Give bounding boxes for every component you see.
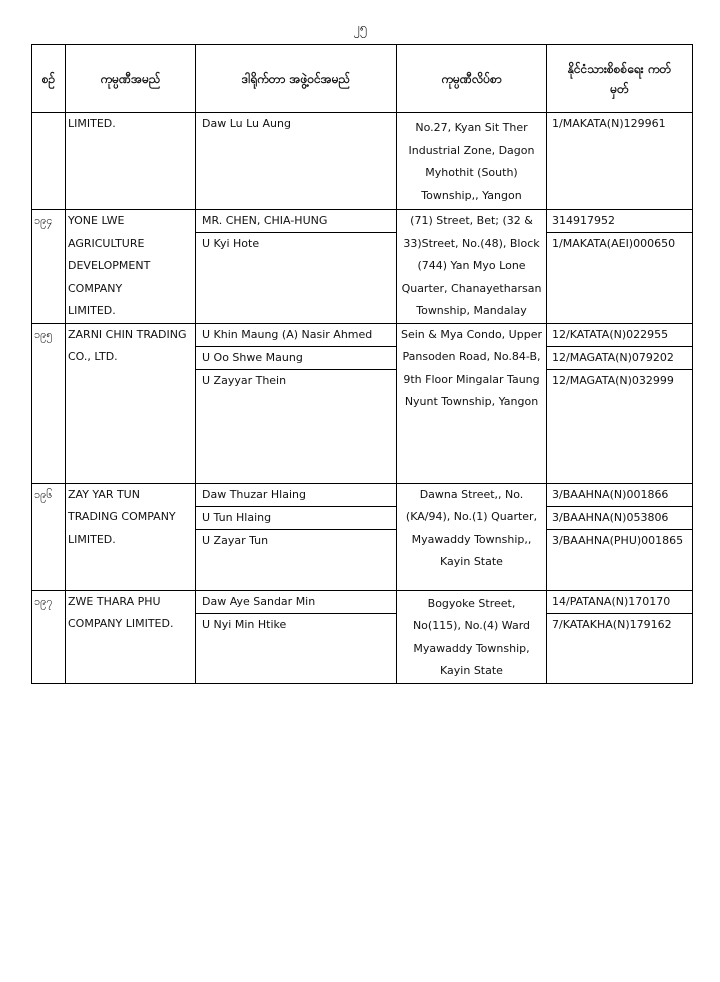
header-company: ကုမ္ပဏီအမည် (66, 45, 196, 113)
nrc-number: 12/MAGATA(N)079202 (547, 347, 692, 370)
directors-cell (196, 590, 397, 683)
page-number: ၂၅ (353, 21, 367, 36)
director-name: U Oo Shwe Maung (196, 347, 396, 370)
director-name: U Nyi Min Htike (202, 617, 287, 631)
nrc-cell (547, 113, 693, 210)
nrc-cell (547, 210, 693, 324)
director-name: U Zayyar Thein (202, 373, 287, 387)
header-row (32, 45, 693, 113)
directors-cell (196, 323, 397, 483)
director-name: U Zayar Tun (202, 533, 269, 547)
company-name: ZAY YAR TUN TRADING COMPANY LIMITED. (66, 483, 196, 590)
nrc-number: 14/PATANA(N)170170 (547, 591, 692, 614)
nrc-number: 7/KATAKHA(N)179162 (552, 617, 672, 631)
header-nrc: နိုင်ငံသားစိစစ်ရေး ကတ်မှတ် (547, 45, 693, 113)
table-row (32, 323, 693, 483)
header-address: ကုမ္ပဏီလိပ်စာ (397, 45, 547, 113)
row-number (32, 113, 66, 210)
company-register-table (31, 44, 693, 684)
nrc-cell (547, 483, 693, 590)
director-name: Daw Aye Sandar Min (196, 591, 396, 614)
nrc-number: 3/BAAHNA(N)001866 (547, 484, 692, 507)
company-name: ZARNI CHIN TRADING CO., LTD. (66, 323, 196, 483)
director-name: Daw Lu Lu Aung (202, 117, 291, 130)
nrc-number: 12/KATATA(N)022955 (547, 324, 692, 347)
table-row (32, 483, 693, 590)
company-address: Sein & Mya Condo, Upper Pansoden Road, No.84-B, 9th Floor Mingalar Taung Nyunt Township, Yangon (397, 323, 547, 483)
row-number: ၁၉၆ (32, 483, 66, 590)
table-row (32, 113, 693, 210)
director-name: Daw Thuzar Hlaing (196, 484, 396, 507)
row-number: ၁၉၄ (32, 210, 66, 324)
director-name: U Kyi Hote (202, 237, 260, 250)
director-name: MR. CHEN, CHIA-HUNG (196, 210, 396, 233)
row-number: ၁၉၇ (32, 590, 66, 683)
header-no: စဉ် (32, 45, 66, 113)
header-directors: ဒါရိုက်တာ အဖွဲ့ဝင်အမည် (196, 45, 397, 113)
directors-cell (196, 210, 397, 324)
table-row (32, 210, 693, 324)
nrc-cell (547, 323, 693, 483)
director-name: U Khin Maung (A) Nasir Ahmed (196, 324, 396, 347)
company-name: ZWE THARA PHU COMPANY LIMITED. (66, 590, 196, 683)
nrc-number: 1/MAKATA(AEI)000650 (552, 237, 676, 250)
company-name: LIMITED. (66, 113, 196, 210)
nrc-number: 3/BAAHNA(PHU)001865 (552, 533, 684, 547)
directors-cell (196, 113, 397, 210)
nrc-cell (547, 590, 693, 683)
director-name: U Tun Hlaing (196, 507, 396, 530)
nrc-number: 3/BAAHNA(N)053806 (547, 507, 692, 530)
nrc-number: 314917952 (547, 210, 692, 233)
company-address: Bogyoke Street, No(115), No.(4) Ward Myawaddy Township, Kayin State (397, 590, 547, 683)
nrc-number: 1/MAKATA(N)129961 (552, 117, 666, 130)
directors-cell (196, 483, 397, 590)
company-name: YONE LWE AGRICULTURE DEVELOPMENT COMPANY LIMITED. (66, 210, 196, 324)
row-number: ၁၉၅ (32, 323, 66, 483)
company-address: No.27, Kyan Sit Ther Industrial Zone, Dagon Myhothit (South) Township,, Yangon (397, 113, 547, 210)
table-row (32, 590, 693, 683)
nrc-number: 12/MAGATA(N)032999 (552, 373, 674, 387)
company-address: Dawna Street,, No.(KA/94), No.(1) Quarter, Myawaddy Township,, Kayin State (397, 483, 547, 590)
company-address: (71) Street, Bet; (32 & 33)Street, No.(48), Block (744) Yan Myo Lone Quarter, Chanayetharsan Township, Mandalay (397, 210, 547, 324)
